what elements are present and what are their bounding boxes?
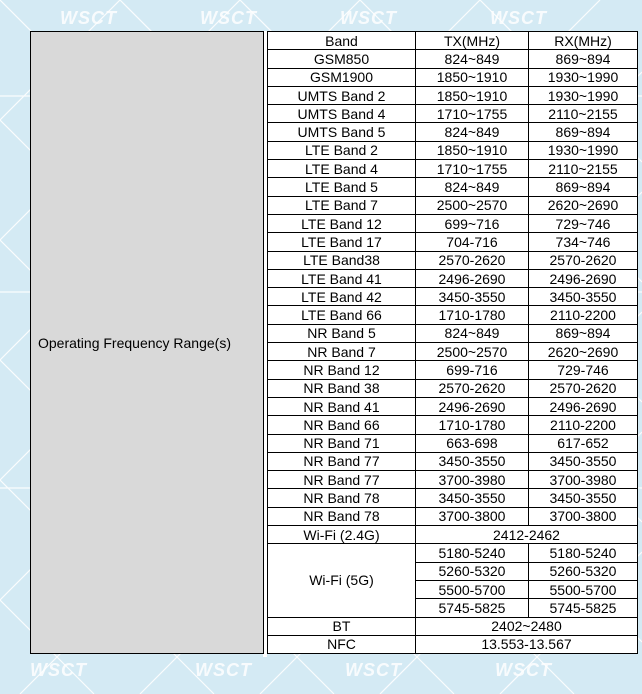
rx-range: 2110-2200	[529, 306, 638, 324]
rx-range: 3450-3550	[529, 452, 638, 470]
tx-range: 3450-3550	[416, 452, 529, 470]
watermark-text: WSCT	[30, 660, 87, 680]
band-name: LTE Band 41	[268, 269, 416, 287]
watermark-text: WSCT	[345, 660, 402, 680]
band-name: LTE Band 2	[268, 141, 416, 159]
band-name: NR Band 41	[268, 397, 416, 415]
rx-range: 5180-5240	[529, 544, 638, 562]
band-name: LTE Band 42	[268, 288, 416, 306]
band-name: NR Band 71	[268, 434, 416, 452]
tx-range: 1710-1780	[416, 416, 529, 434]
watermark-text: WSCT	[490, 8, 547, 28]
rx-range: 2620~2690	[529, 343, 638, 361]
rx-range: 869~894	[529, 50, 638, 68]
band-name: LTE Band 12	[268, 214, 416, 232]
rx-range: 5745-5825	[529, 599, 638, 617]
rx-range: 617-652	[529, 434, 638, 452]
band-name: NR Band 12	[268, 361, 416, 379]
rx-range: 2570-2620	[529, 251, 638, 269]
column-header-band: Band	[268, 32, 416, 50]
rx-range: 3450-3550	[529, 288, 638, 306]
tx-range: 5745-5825	[416, 599, 529, 617]
band-name: UMTS Band 4	[268, 105, 416, 123]
band-name: NR Band 78	[268, 507, 416, 525]
band-name: LTE Band38	[268, 251, 416, 269]
rx-range: 2496-2690	[529, 397, 638, 415]
tx-range: 3450-3550	[416, 288, 529, 306]
tx-range: 1710~1755	[416, 160, 529, 178]
band-name: NR Band 78	[268, 489, 416, 507]
tx-range: 1710-1780	[416, 306, 529, 324]
rx-range: 3700-3980	[529, 471, 638, 489]
band-name: NR Band 66	[268, 416, 416, 434]
tx-range: 5500-5700	[416, 580, 529, 598]
band-name: NR Band 5	[268, 324, 416, 342]
band-name: BT	[268, 617, 416, 635]
rx-range: 3700-3800	[529, 507, 638, 525]
rx-range: 1930~1990	[529, 86, 638, 104]
band-name: GSM850	[268, 50, 416, 68]
frequency-range-table	[30, 31, 638, 654]
rx-range: 2496-2690	[529, 269, 638, 287]
watermark-text: WSCT	[495, 660, 552, 680]
band-name: LTE Band 66	[268, 306, 416, 324]
band-name: UMTS Band 2	[268, 86, 416, 104]
tx-range: 2570-2620	[416, 379, 529, 397]
band-name: UMTS Band 5	[268, 123, 416, 141]
rx-range: 2620~2690	[529, 196, 638, 214]
rx-range: 729~746	[529, 214, 638, 232]
band-name: NR Band 38	[268, 379, 416, 397]
band-name: LTE Band 17	[268, 233, 416, 251]
rx-range: 2110~2155	[529, 160, 638, 178]
bt-range: 2402~2480	[416, 617, 638, 635]
band-name: LTE Band 7	[268, 196, 416, 214]
rx-range: 2110~2155	[529, 105, 638, 123]
tx-range: 824~849	[416, 123, 529, 141]
tx-range: 1850~1910	[416, 68, 529, 86]
rx-range: 5260-5320	[529, 562, 638, 580]
tx-range: 704-716	[416, 233, 529, 251]
tx-range: 2496-2690	[416, 269, 529, 287]
tx-range: 3700-3800	[416, 507, 529, 525]
band-name: LTE Band 4	[268, 160, 416, 178]
rx-range: 5500-5700	[529, 580, 638, 598]
tx-range: 3700-3980	[416, 471, 529, 489]
tx-range: 3450-3550	[416, 489, 529, 507]
column-header-tx: TX(MHz)	[416, 32, 529, 50]
wifi-24-range: 2412-2462	[416, 526, 638, 544]
rx-range: 1930~1990	[529, 68, 638, 86]
rx-range: 734~746	[529, 233, 638, 251]
band-name: GSM1900	[268, 68, 416, 86]
tx-range: 1850~1910	[416, 86, 529, 104]
rx-range: 729-746	[529, 361, 638, 379]
tx-range: 2500~2570	[416, 196, 529, 214]
tx-range: 1710~1755	[416, 105, 529, 123]
rx-range: 869~894	[529, 178, 638, 196]
band-name: NFC	[268, 635, 416, 653]
band-name: NR Band 77	[268, 471, 416, 489]
tx-range: 824~849	[416, 178, 529, 196]
tx-range: 699~716	[416, 214, 529, 232]
rx-range: 3450-3550	[529, 489, 638, 507]
band-name: Wi-Fi (2.4G)	[268, 526, 416, 544]
tx-range: 663-698	[416, 434, 529, 452]
watermark-text: WSCT	[200, 8, 257, 28]
band-name: NR Band 7	[268, 343, 416, 361]
tx-range: 2496-2690	[416, 397, 529, 415]
tx-range: 2500~2570	[416, 343, 529, 361]
tx-range: 699-716	[416, 361, 529, 379]
watermark-text: WSCT	[195, 660, 252, 680]
band-name: LTE Band 5	[268, 178, 416, 196]
watermark-text: WSCT	[60, 8, 117, 28]
operating-frequency-label: Operating Frequency Range(s)	[31, 32, 264, 654]
tx-range: 5260-5320	[416, 562, 529, 580]
rx-range: 1930~1990	[529, 141, 638, 159]
rx-range: 2570-2620	[529, 379, 638, 397]
column-header-rx: RX(MHz)	[529, 32, 638, 50]
band-name: Wi-Fi (5G)	[268, 544, 416, 617]
tx-range: 824~849	[416, 50, 529, 68]
rx-range: 869~894	[529, 123, 638, 141]
tx-range: 5180-5240	[416, 544, 529, 562]
band-name: NR Band 77	[268, 452, 416, 470]
tx-range: 1850~1910	[416, 141, 529, 159]
tx-range: 2570-2620	[416, 251, 529, 269]
tx-range: 824~849	[416, 324, 529, 342]
rx-range: 869~894	[529, 324, 638, 342]
header-row	[31, 32, 638, 50]
nfc-range: 13.553-13.567	[416, 635, 638, 653]
rx-range: 2110-2200	[529, 416, 638, 434]
watermark-text: WSCT	[340, 8, 397, 28]
